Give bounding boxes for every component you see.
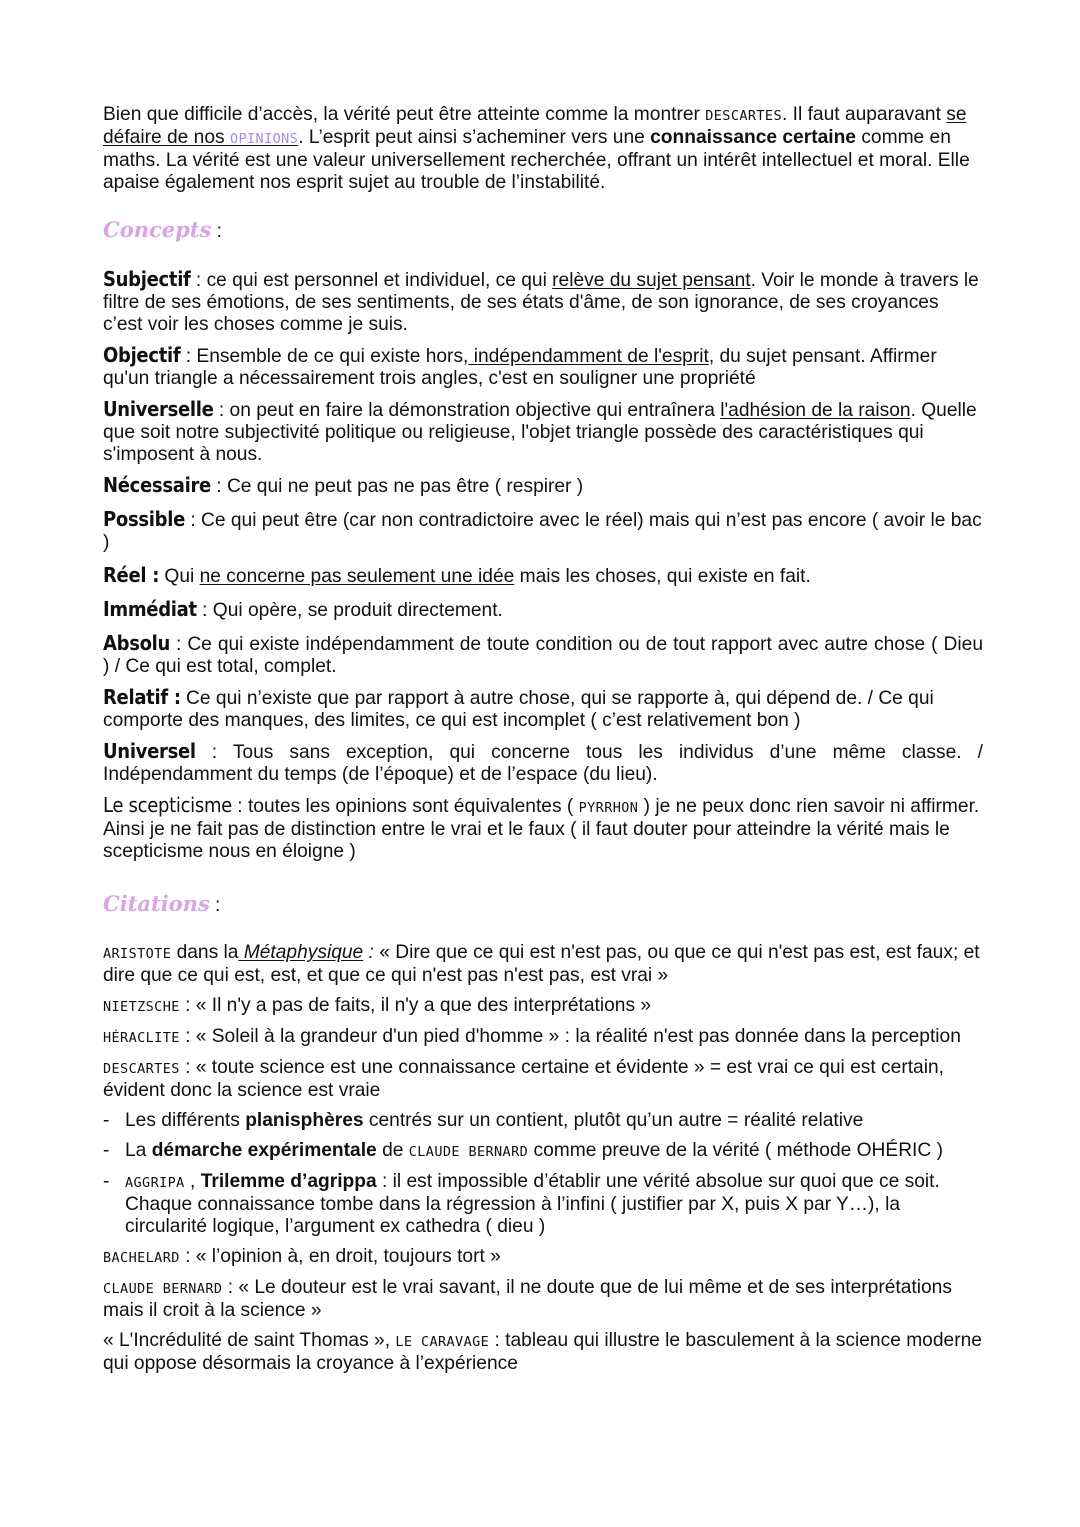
concept-term: Subjectif bbox=[103, 267, 191, 291]
concept-term: Universel bbox=[103, 739, 196, 763]
document-page bbox=[103, 104, 983, 1375]
citation-bachelard: BACHELARD : « l’opinion à, en droit, toujours tort » bbox=[103, 1246, 501, 1267]
concept-necessaire: Nécessaire : Ce qui ne peut pas ne pas être ( respirer ) bbox=[103, 473, 584, 497]
concept-term: Possible bbox=[103, 507, 185, 531]
list-item: - La démarche expérimentale de CLAUDE BERNARD comme preuve de la vérité ( méthode OHÉRIC ) bbox=[103, 1140, 943, 1161]
list-item: - AGGRIPA , Trilemme d’agrippa : il est impossible d’établir une vérité absolue sur quoi que ce soit. Chaque connaissance tombe dans la régression à l’infini ( justifier par X, puis X par Y…), la circularité logique, l’argument ex cathedra ( dieu ) bbox=[103, 1171, 940, 1237]
concept-possible: Possible : Ce qui peut être (car non contradictoire avec le réel) mais qui n’est pas encore ( avoir le bac ) bbox=[103, 507, 982, 553]
author-name: LE CARAVAGE bbox=[395, 1334, 490, 1350]
citation-aristote: ARISTOTE dans la Métaphysique : « Dire que ce qui est n'est pas, ou que ce qui n'est pas est, est faux; et dire que ce qui est, est, et que ce qui n'est pas n'est pas, est vrai » bbox=[103, 942, 980, 986]
author-name: PYRRHON bbox=[578, 800, 639, 816]
bullet-dash: - bbox=[103, 1140, 110, 1161]
bullet-dash: - bbox=[103, 1110, 110, 1131]
author-name: ARISTOTE bbox=[103, 946, 172, 962]
intro-paragraph bbox=[103, 104, 983, 194]
intro-text: . Il faut auparavant bbox=[781, 104, 947, 125]
author-name: CLAUDE BERNARD bbox=[408, 1144, 529, 1160]
citation-bernard: CLAUDE BERNARD : « Le douteur est le vrai savant, il ne doute que de lui même et de ses interprétations mais il croit à la science » bbox=[103, 1277, 952, 1321]
list-item: - Les différents planisphères centrés sur un contient, plutôt qu’un autre = réalité relative bbox=[103, 1110, 864, 1131]
concept-absolu: Absolu : Ce qui existe indépendamment de toute condition ou de tout rapport avec autre chose ( Dieu ) / Ce qui est total, complet. bbox=[103, 631, 983, 677]
citations-heading: Citations : bbox=[103, 891, 221, 916]
work-title: Métaphysique bbox=[238, 942, 364, 963]
concept-scepticisme: Le scepticisme : toutes les opinions sont équivalentes ( PYRRHON ) je ne peux donc rien savoir ni affirmer. Ainsi je ne fait pas de distinction entre le vrai et le faux ( il faut douter pour atteindre la vérité mais le scepticisme nous en éloigne ) bbox=[103, 793, 980, 862]
citations-heading-label: Citations bbox=[103, 891, 210, 916]
author-name: CLAUDE BERNARD bbox=[103, 1281, 223, 1297]
concept-term: Relatif : bbox=[103, 685, 181, 709]
concept-term: Absolu bbox=[103, 631, 171, 655]
author-name: DESCARTES bbox=[103, 1061, 180, 1077]
author-name: DESCARTES bbox=[705, 108, 782, 124]
intro-text: . L’esprit peut ainsi s’acheminer vers une bbox=[298, 127, 651, 148]
concept-relatif: Relatif : Ce qui n’existe que par rapport à autre chose, qui se rapporte à, qui dépend de. / Ce qui comporte des manques, des limites, ce qui est incomplet ( c’est relativement bon ) bbox=[103, 685, 934, 731]
citation-heraclite: HÉRACLITE : « Soleil à la grandeur d'un pied d'homme » : la réalité n'est pas donnée dans la perception bbox=[103, 1026, 961, 1047]
author-name: AGGRIPA bbox=[125, 1175, 185, 1191]
concepts-heading: Concepts : bbox=[103, 217, 222, 242]
concept-term: Immédiat bbox=[103, 597, 197, 621]
concept-term: Universelle bbox=[103, 397, 214, 421]
author-name: NIETZSCHE bbox=[103, 999, 180, 1015]
author-name: BACHELARD bbox=[103, 1250, 180, 1266]
citation-descartes: DESCARTES : « toute science est une connaissance certaine et évidente » = est vrai ce qui est certain, évident donc la science est vraie bbox=[103, 1057, 944, 1101]
bullet-dash: - bbox=[103, 1171, 110, 1192]
concepts-heading-label: Concepts bbox=[103, 217, 212, 242]
underlined-phrase: se défaire de nos OPINIONS bbox=[103, 104, 967, 148]
intro-text: Bien que difficile d’accès, la vérité peut être atteinte comme la montrer bbox=[103, 104, 706, 125]
concept-immediat: Immédiat : Qui opère, se produit directement. bbox=[103, 597, 503, 621]
concept-term: Réel : bbox=[103, 563, 160, 587]
intro-text: comme en maths. La vérité est une valeur universellement recherchée, offrant un intérêt intellectuel et moral. Elle apaise également nos esprit sujet au trouble de l’instabilité. bbox=[103, 127, 970, 193]
author-name: HÉRACLITE bbox=[103, 1030, 180, 1046]
bold-phrase: connaissance certaine bbox=[650, 127, 856, 148]
concept-term: Nécessaire bbox=[103, 473, 211, 497]
opinions-keyword: OPINIONS bbox=[229, 131, 299, 147]
concept-term: Le scepticisme bbox=[103, 793, 232, 817]
concept-reel: Réel : Qui ne concerne pas seulement une idée mais les choses, qui existe en fait. bbox=[103, 563, 811, 587]
concept-universelle: Universelle : on peut en faire la démonstration objective qui entraînera l'adhésion de la raison. Quelle que soit notre subjectivité politique ou religieuse, l'objet triangle possède des caractéristiques qui s'imposent à nous. bbox=[103, 397, 977, 465]
concept-subjectif: Subjectif : ce qui est personnel et individuel, ce qui relève du sujet pensant. Voir le monde à travers le filtre de ses émotions, de ses sentiments, de ses états d'âme, de son ignorance, de ses croyances c’est voir les choses comme je suis. bbox=[103, 267, 979, 335]
concept-term: Objectif bbox=[103, 343, 181, 367]
citation-nietzsche: NIETZSCHE : « Il n'y a pas de faits, il n'y a que des interprétations » bbox=[103, 995, 652, 1016]
citation-caravage: « L'Incrédulité de saint Thomas », LE CARAVAGE : tableau qui illustre le basculement à la science moderne qui oppose désormais la croyance à l’expérience bbox=[103, 1330, 982, 1374]
concept-objectif: Objectif : Ensemble de ce qui existe hors, indépendamment de l'esprit, du sujet pensant. Affirmer qu'un triangle a nécessairement trois angles, c'est en souligner une propriété bbox=[103, 343, 937, 389]
concept-universel: Universel : Tous sans exception, qui concerne tous les individus d’une même classe. / Indépendamment du temps (de l’époque) et de l’espace (du lieu). bbox=[103, 739, 983, 785]
